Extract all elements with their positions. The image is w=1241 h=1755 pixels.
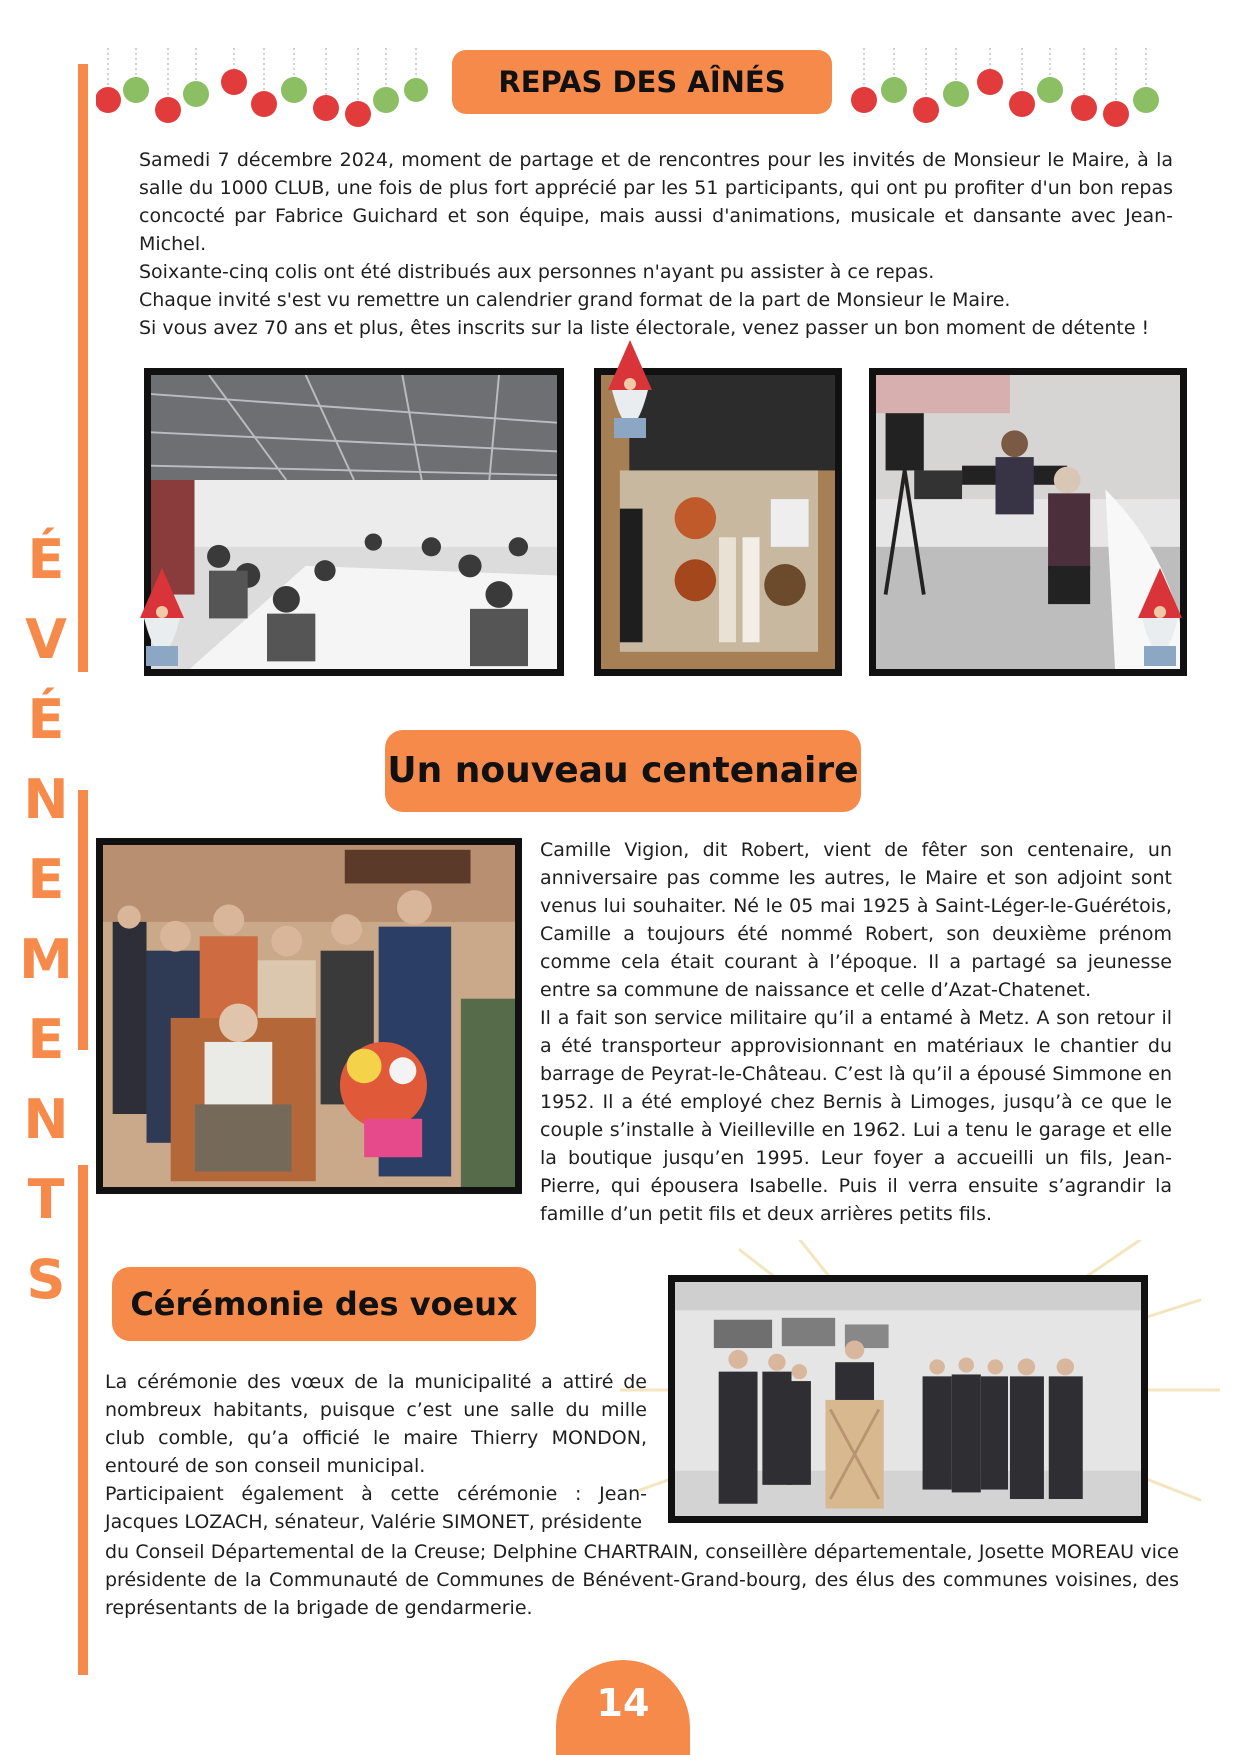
photo-banquet-hall (144, 368, 564, 676)
repas-line3: Chaque invité s'est vu remettre un calendrier grand format de la part de Monsieur le Maire. (139, 289, 1011, 311)
side-letter: S (26, 1248, 66, 1311)
gnome-decoration-top (598, 340, 662, 450)
side-heading (14, 520, 78, 1320)
side-letter: N (23, 1088, 69, 1151)
ornaments-right-decoration (850, 48, 1190, 128)
voeux-paragraph-2b: du Conseil Départemental de la Creuse; Delphine CHARTRAIN, conseillère départementale, Josette MOREAU vice présidente de la Communauté de Communes de Bénévent-Grand-bourg, des élus des communes voisines, des représentants de la brigade de gendarmerie. (105, 1541, 1179, 1619)
side-letter: N (23, 768, 69, 831)
centenaire-title: Un nouveau centenaire (385, 730, 861, 812)
side-letter: V (25, 608, 67, 671)
side-bar-top (78, 64, 88, 672)
voeux-title: Cérémonie des voeux (112, 1267, 536, 1341)
centenaire-text (540, 836, 1172, 1228)
centenaire-paragraph-2: Il a fait son service militaire qu’il a entamé à Metz. A son retour il a été transporteur approvisionnant en matériaux le chantier du barrage de Peyrat-le-Château. C’est là qu’il a épousé Simmone en 1952. Il a été employé chez Bernis à Limoges, jusqu’à ce que le couple s’installe à Vieilleville en 1962. Lui a tenu le garage et elle la boutique jusqu’en 1995. Leur foyer a accueilli un fils, Jean-Pierre, qui épousera Isabelle. Puis il verra ensuite s’agrandir la famille d’un petit fils et deux arrières petits fils. (540, 1007, 1172, 1225)
repas-text (139, 146, 1173, 342)
photo-centenarian-group (96, 838, 522, 1194)
side-letter: M (19, 928, 73, 991)
side-letter: E (27, 848, 65, 911)
side-letter: É (27, 688, 65, 751)
side-letter: T (27, 1168, 65, 1231)
voeux-text-bottom (105, 1538, 1179, 1622)
photo-voeux-ceremony (668, 1275, 1148, 1523)
centenaire-paragraph-1: Camille Vigion, dit Robert, vient de fêter son centenaire, un anniversaire pas comme les autres, le Maire et son adjoint sont venus lui souhaiter. Né le 05 mai 1925 à Saint-Léger-le-Guérétois, Camille a toujours été nommé Robert, son deuxième prénom comme cela était courant à l’époque. Il a partagé sa jeunesse entre sa commune de naissance et celle d’Azat-Chatenet. (540, 839, 1172, 1001)
repas-paragraph: Samedi 7 décembre 2024, moment de partage et de rencontres pour les invités de Monsieur le Maire, à la salle du 1000 CLUB, une fois de plus fort apprécié par les 51 participants, qui ont pu profiter d'un bon repas concocté par Fabrice Guichard et son équipe, mais aussi d'animations, musicale et dansante avec Jean-Michel. (139, 149, 1173, 255)
side-letter: É (27, 528, 65, 591)
voeux-text-top (105, 1368, 647, 1536)
repas-title: REPAS DES AÎNÉS (452, 50, 832, 114)
page-number: 14 (556, 1660, 690, 1755)
side-letter: E (27, 1008, 65, 1071)
repas-line4: Si vous avez 70 ans et plus, êtes inscrits sur la liste électorale, venez passer un bon moment de détente ! (139, 317, 1150, 339)
repas-line2: Soixante-cinq colis ont été distribués aux personnes n'ayant pu assister à ce repas. (139, 261, 935, 283)
ornaments-left-decoration (96, 48, 436, 128)
gnome-decoration-left (130, 568, 194, 678)
voeux-paragraph-2a: Participaient également à cette cérémonie : Jean-Jacques LOZACH, sénateur, Valérie SIMONET, présidente (105, 1483, 647, 1533)
voeux-paragraph-1: La cérémonie des vœux de la municipalité a attiré de nombreux habitants, puisque c’est une salle du mille club comble, qu’a officié le maire Thierry MONDON, entouré de son conseil municipal. (105, 1371, 647, 1477)
side-bar-bottom (78, 1165, 88, 1675)
side-bar-middle (78, 790, 88, 1050)
gnome-decoration-right (1128, 568, 1192, 678)
